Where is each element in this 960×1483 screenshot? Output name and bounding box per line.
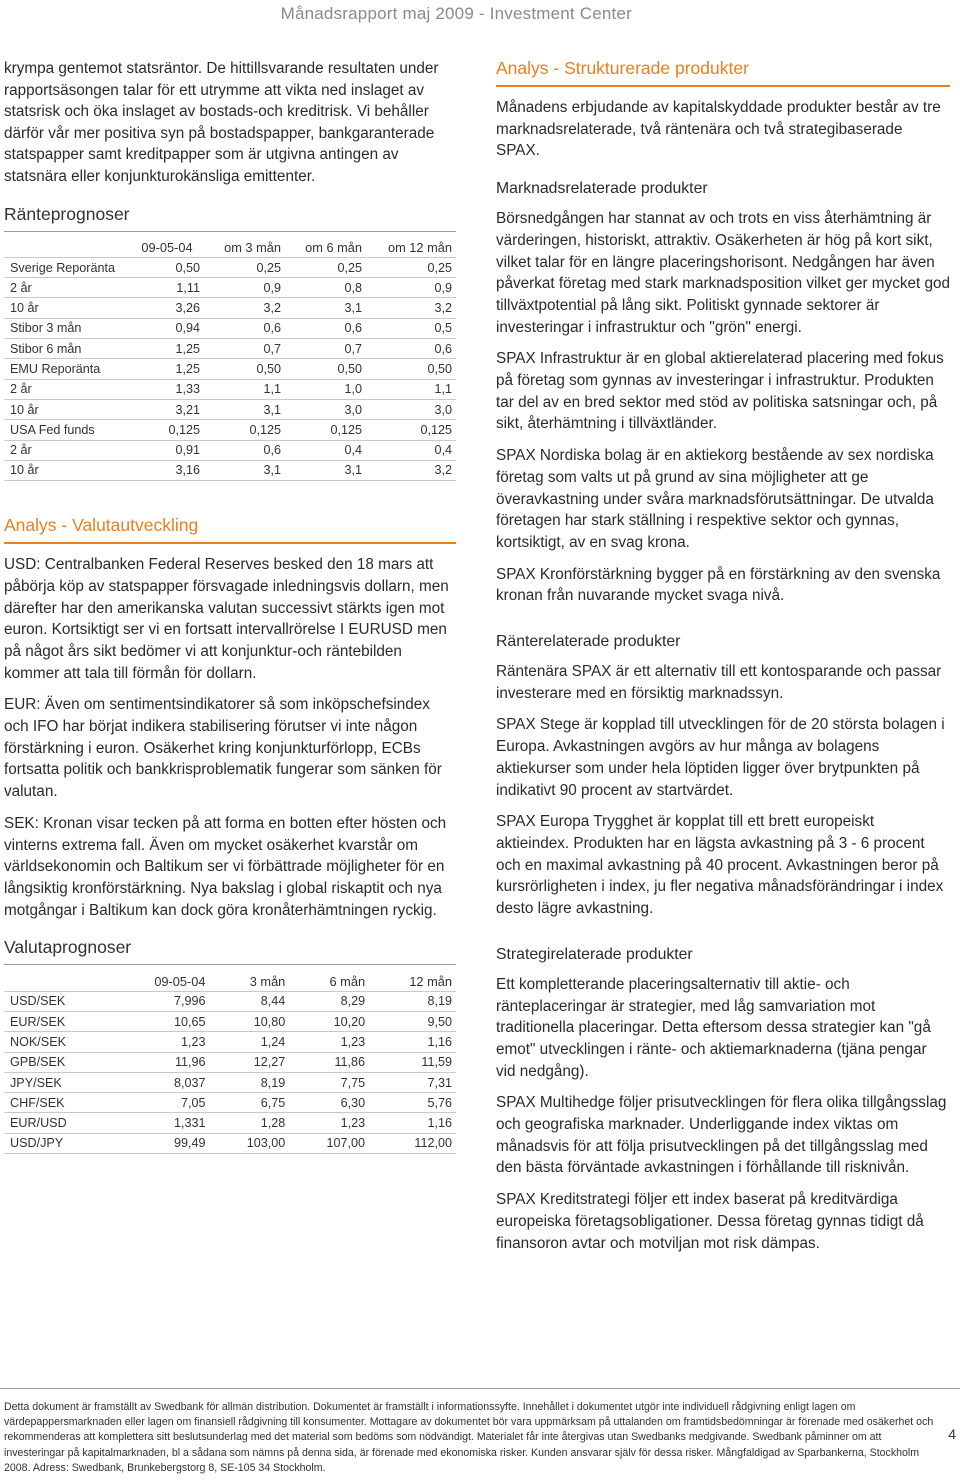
currency-paragraph: SEK: Kronan visar tecken på att forma en botten efter hösten och vinterns extrema fall. Även om mycket osäkerhet kvarstår om världsekonomin och Baltikum ser vi förbättrade möjligheter för en långsiktig kronförstärkning. Nya bakslag i global riskaptit och nya motgångar i Baltikum kan dock göra kronåterhämtningen ryckig.	[4, 814, 447, 919]
market-paragraph: SPAX Kronförstärkning bygger på en förstärkning av den svenska kronan från nuvarande mycket svaga nivå.	[496, 565, 941, 605]
table-cell: 0,125	[168, 422, 200, 437]
table-cell: 0,6	[263, 443, 281, 458]
table-cell: 3,2	[434, 301, 452, 316]
fx-table-title: Valutaprognoser	[4, 937, 132, 958]
table-cell: 0,94	[175, 321, 200, 336]
interest-paragraph: SPAX Europa Trygghet är kopplat till ett brett europeiskt aktieindex. Produkten har en lägsta avkastning på 3 - 6 procent och en maximal avkastning på 40 procent. Avkastningen beror på kursrörligheten i index, ju fler negativa månadsförändringar i index desto lägre avkastning.	[496, 813, 944, 918]
row-label: USD/JPY	[10, 1136, 64, 1151]
column-header: 6 mån	[329, 973, 366, 989]
table-cell: 0,7	[263, 341, 281, 356]
table-cell: 10,65	[174, 1014, 206, 1029]
interest-heading: Ränterelaterade produkter	[496, 633, 681, 651]
table-cell: 1,23	[181, 1034, 206, 1049]
table-cell: 0,6	[344, 321, 363, 336]
row-label: 10 år	[10, 301, 39, 316]
right-column	[496, 58, 950, 1264]
structured-section-title: Analys - Strukturerade produkter	[496, 58, 749, 78]
table-cell: 1,24	[260, 1034, 286, 1049]
table-row	[4, 991, 456, 1011]
fx-divider	[4, 964, 456, 965]
table-cell: 10,80	[253, 1014, 286, 1029]
column-header: om 12 mån	[387, 239, 452, 255]
currency-section-title: Analys - Valutautveckling	[4, 515, 199, 536]
table-cell: 0,25	[337, 260, 363, 275]
table-cell: 8,19	[260, 1075, 286, 1090]
market-paragraph: Börsnedgången har stannat av och trots en viss återhämtning är värderingen, historiskt, attraktiv. Osäkerheten är hög på kort sikt, vilket talar för en längre placeringshorisont. Nedgången har även påverkat företag med stark marknadsposition vilket ger mycket god tillväxtpotential på lång sikt. Politiskt gynnade sektorer är investeringar i infrastruktur och "grön" energi.	[496, 210, 951, 336]
column-header: om 6 mån	[305, 239, 363, 255]
table-cell: 3,1	[263, 463, 281, 478]
table-cell: 3,0	[434, 402, 452, 417]
rates-divider	[4, 231, 456, 232]
row-label: EMU Reporänta	[10, 361, 101, 376]
table-row	[4, 298, 456, 318]
row-label: 2 år	[10, 443, 32, 458]
table-cell: 7,75	[340, 1075, 366, 1090]
fx-body	[4, 991, 456, 1153]
market-paragraph: SPAX Infrastruktur är en global aktierelaterad placering med fokus på företag som gynnas av investeringar i infrastruktur. Produkten tar del av en bred sektor med stöd av politiska satsningar och, på sikt, återhämtning i tillväxtländer.	[496, 350, 944, 433]
currency-paragraph: EUR: Även om sentimentsindikatorer så som inköpschefsindex och IFO har börjat indikera stabilisering förutser vi inte någon förstärkning i euron. Osäkerhet kring konjunkturförlopp, ECBs fortsatta politik och bankkrisproblematik fungerar som sänken för valutan.	[4, 696, 442, 801]
table-cell: 0,50	[427, 361, 452, 376]
table-cell: 1,23	[340, 1034, 366, 1049]
table-row	[4, 1093, 456, 1113]
interest-paragraph: SPAX Stege är kopplad till utvecklingen för de 20 största bolagen i Europa. Avkastningen avgörs av hur många av bolagens aktiekurser som under hela löptiden ligger över brytpunkten på indikativt 90 procent av startvärdet.	[496, 716, 945, 799]
table-row	[4, 460, 456, 480]
column-header	[4, 238, 130, 258]
row-label: Stibor 6 mån	[10, 341, 82, 356]
column-header: 09-05-04	[154, 973, 206, 989]
column-header: 09-05-04	[141, 239, 193, 255]
table-cell: 10,20	[333, 1014, 366, 1029]
table-cell: 3,21	[175, 402, 200, 417]
market-heading: Marknadsrelaterade produkter	[496, 180, 708, 198]
table-row	[4, 440, 456, 460]
left-column	[4, 58, 456, 1154]
page-header-title: Månadsrapport maj 2009 - Investment Center	[280, 4, 632, 23]
row-label: USD/SEK	[10, 994, 66, 1009]
table-cell: 0,9	[263, 280, 281, 295]
strategy-paragraph: SPAX Multihedge följer prisutvecklingen för flera olika tillgångsslag och geografiska marknader. Underliggande index viktas om månadsvis för att följa prisutvecklingen på det tillgångsslag med den bästa förväntade avkastningen i förhållande till risknivån.	[496, 1094, 947, 1177]
interest-paragraph: Räntenära SPAX är ett alternativ till ett kontosparande och passar investerare med en försiktig marknadssyn.	[496, 663, 942, 702]
currency-paragraph: USD: Centralbanken Federal Reserves besked den 18 mars att påbörja köp av statspapper försvagade inledningsvis dollarn, men därefter har den amerikanska valutan successivt stärkts igen mot euron. Kortsiktigt ser vi en fortsatt intervallrörelse I EURUSD men på något års sikt bedömer vi att konjunktur-och räntebilden kommer att tala till förmån för dollarn.	[4, 556, 449, 682]
table-cell: 0,7	[344, 341, 363, 356]
disclaimer-footer: Detta dokument är framställt av Swedbank för allmän distribution. Dokumentet är framställt i informationssyfte. Innehållet i dokumentet utgör inte individuell rådgivning enligt lagen om värdepappersmarknaden eller lagen om finansiell rådgivning till konsumenter. Mottagare av dokumentet bör vara uppmärksam på uttalanden om framtidsbedömningar är förenade med osäkerhet och rekommenderas att komplettera sitt beslutsunderlag med det material som bedöms som nödvändigt. Materialet får inte återgivas utan Swedbanks medgivande. Swedbank påminner om att investeringar på kapitalmarknaden, bl a sådana som nämns på denna sida, är förenade med ekonomiska risker. Kunden ansvarar själv för dessa risker. Mångfaldigad av Sparbankerna, Stockholm 2008. Adress: Swedbank, Brunkebergstorg 8, SE-105 34 Stockholm.	[4, 1401, 934, 1474]
table-cell: 103,00	[246, 1136, 286, 1151]
table-row	[4, 1032, 456, 1052]
row-label: 10 år	[10, 463, 39, 478]
table-cell: 1,331	[174, 1116, 206, 1131]
row-label: NOK/SEK	[10, 1034, 66, 1049]
table-cell: 8,037	[174, 1075, 206, 1090]
intro-paragraph: krympa gentemot statsräntor. De hittillsvarande resultaten under rapportsäsongen talar för ett utrymme att vikta ned inslaget av statsrisk och öka inslaget av bostads-och kreditrisk. Vi behåller därför vår mer positiva syn på bostadspapper, bankgaranterade statspapper samt kreditpapper som är utgivna antingen av statsnära eller konjunkturokänsliga emittenter.	[4, 60, 439, 185]
column-header: 3 mån	[249, 973, 286, 989]
fx-table	[4, 971, 456, 1154]
row-label: CHF/SEK	[10, 1095, 65, 1110]
table-row	[4, 318, 456, 338]
table-cell: 0,50	[256, 361, 281, 376]
structured-divider	[496, 85, 950, 87]
table-cell: 107,00	[326, 1136, 366, 1151]
table-cell: 3,16	[175, 463, 200, 478]
table-cell: 3,1	[344, 301, 363, 316]
table-cell: 1,0	[344, 382, 363, 397]
table-cell: 11,86	[334, 1055, 366, 1070]
column-header	[4, 971, 108, 991]
table-cell: 3,2	[263, 301, 281, 316]
table-cell: 1,11	[176, 280, 200, 295]
column-header: 12 mån	[409, 973, 452, 989]
table-cell: 8,44	[260, 994, 286, 1009]
table-cell: 0,91	[175, 443, 200, 458]
table-cell: 0,125	[420, 422, 452, 437]
rates-header-row	[4, 238, 456, 258]
table-cell: 3,0	[344, 402, 363, 417]
table-cell: 11,96	[174, 1055, 206, 1070]
rates-table-title: Ränteprognoser	[4, 203, 130, 224]
table-row	[4, 339, 456, 359]
currency-divider	[4, 542, 456, 544]
column-header: om 3 mån	[224, 239, 281, 255]
row-label: GPB/SEK	[10, 1055, 66, 1070]
table-cell: 0,8	[344, 280, 363, 295]
table-cell: 1,1	[263, 382, 281, 397]
table-cell: 5,76	[427, 1095, 452, 1110]
table-cell: 0,50	[337, 361, 363, 376]
row-label: Sverige Reporänta	[10, 260, 116, 275]
row-label: USA Fed funds	[10, 422, 95, 437]
table-row	[4, 379, 456, 399]
table-cell: 3,1	[344, 463, 363, 478]
table-row	[4, 1133, 456, 1153]
table-cell: 1,33	[175, 382, 200, 397]
footer-divider	[0, 1388, 960, 1389]
table-cell: 0,25	[427, 260, 452, 275]
table-row	[4, 359, 456, 379]
strategy-paragraph: Ett kompletterande placeringsalternativ till aktie- och ränteplaceringar är strategier, med låg samvariation mot traditionella placeringar. Detta eftersom dessa strategier kan "gå emot" utvecklingen i ränte- och aktiemarknaderna (tjäna pengar vid nedgång).	[496, 975, 931, 1080]
table-cell: 9,50	[427, 1014, 452, 1029]
table-cell: 3,26	[175, 301, 200, 316]
table-cell: 1,16	[427, 1116, 452, 1131]
table-cell: 0,50	[175, 260, 200, 275]
table-row	[4, 278, 456, 298]
row-label: 2 år	[10, 382, 32, 397]
table-row	[4, 1052, 456, 1072]
table-cell: 1,16	[427, 1034, 452, 1049]
table-cell: 8,29	[340, 994, 366, 1009]
row-label: EUR/USD	[10, 1116, 67, 1131]
table-cell: 0,25	[256, 260, 281, 275]
row-label: Stibor 3 mån	[10, 321, 82, 336]
row-label: JPY/SEK	[10, 1075, 62, 1090]
table-row	[4, 257, 456, 277]
table-cell: 1,25	[175, 341, 200, 356]
row-label: 10 år	[10, 402, 39, 417]
table-cell: 0,6	[434, 341, 452, 356]
strategy-paragraph: SPAX Kreditstrategi följer ett index baserat på kreditvärdiga europeiska företagsobligationer. Dessa företag gynnas tidigt då finansoron avtar och motviljan mot risk dämpas.	[496, 1191, 924, 1252]
table-cell: 3,2	[434, 463, 452, 478]
table-cell: 1,1	[434, 382, 452, 397]
row-label: 2 år	[10, 280, 32, 295]
strategy-heading: Strategirelaterade produkter	[496, 945, 693, 963]
table-row	[4, 1011, 456, 1031]
table-row	[4, 420, 456, 440]
table-cell: 1,23	[340, 1116, 366, 1131]
table-cell: 3,1	[263, 402, 281, 417]
table-row	[4, 1113, 456, 1133]
table-cell: 99,49	[174, 1136, 206, 1151]
market-paragraph: SPAX Nordiska bolag är en aktiekorg bestående av sex nordiska företag som valts ut på grund av sina möjligheter att ge överavkastning under svåra marknadsförutsättningar. De utvalda företagen har stark ställning i respektive sektor och gynnas, kortsiktigt, av en svag krona.	[496, 447, 934, 551]
table-cell: 1,25	[175, 361, 200, 376]
table-row	[4, 399, 456, 419]
table-cell: 12,27	[253, 1055, 286, 1070]
fx-header-row	[4, 971, 456, 991]
table-cell: 7,31	[427, 1075, 452, 1090]
row-label: EUR/SEK	[10, 1014, 66, 1029]
table-cell: 0,9	[434, 280, 452, 295]
page-number: 4	[948, 1426, 956, 1442]
table-cell: 6,30	[340, 1095, 366, 1110]
table-cell: 0,5	[434, 321, 452, 336]
table-cell: 112,00	[414, 1136, 452, 1151]
table-cell: 0,4	[434, 443, 452, 458]
table-cell: 7,996	[174, 994, 206, 1009]
table-cell: 7,05	[181, 1095, 206, 1110]
rates-body	[4, 257, 456, 480]
table-cell: 0,125	[330, 422, 363, 437]
rates-table	[4, 238, 456, 482]
table-cell: 0,6	[263, 321, 281, 336]
table-cell: 11,59	[421, 1055, 452, 1070]
table-row	[4, 1072, 456, 1092]
table-cell: 0,4	[344, 443, 363, 458]
table-cell: 8,19	[427, 994, 452, 1009]
table-cell: 6,75	[260, 1095, 286, 1110]
structured-intro: Månadens erbjudande av kapitalskyddade produkter består av tre marknadsrelaterade, två räntenära och två strategibaserade SPAX.	[496, 99, 941, 160]
table-cell: 0,125	[249, 422, 281, 437]
table-cell: 1,28	[260, 1116, 286, 1131]
